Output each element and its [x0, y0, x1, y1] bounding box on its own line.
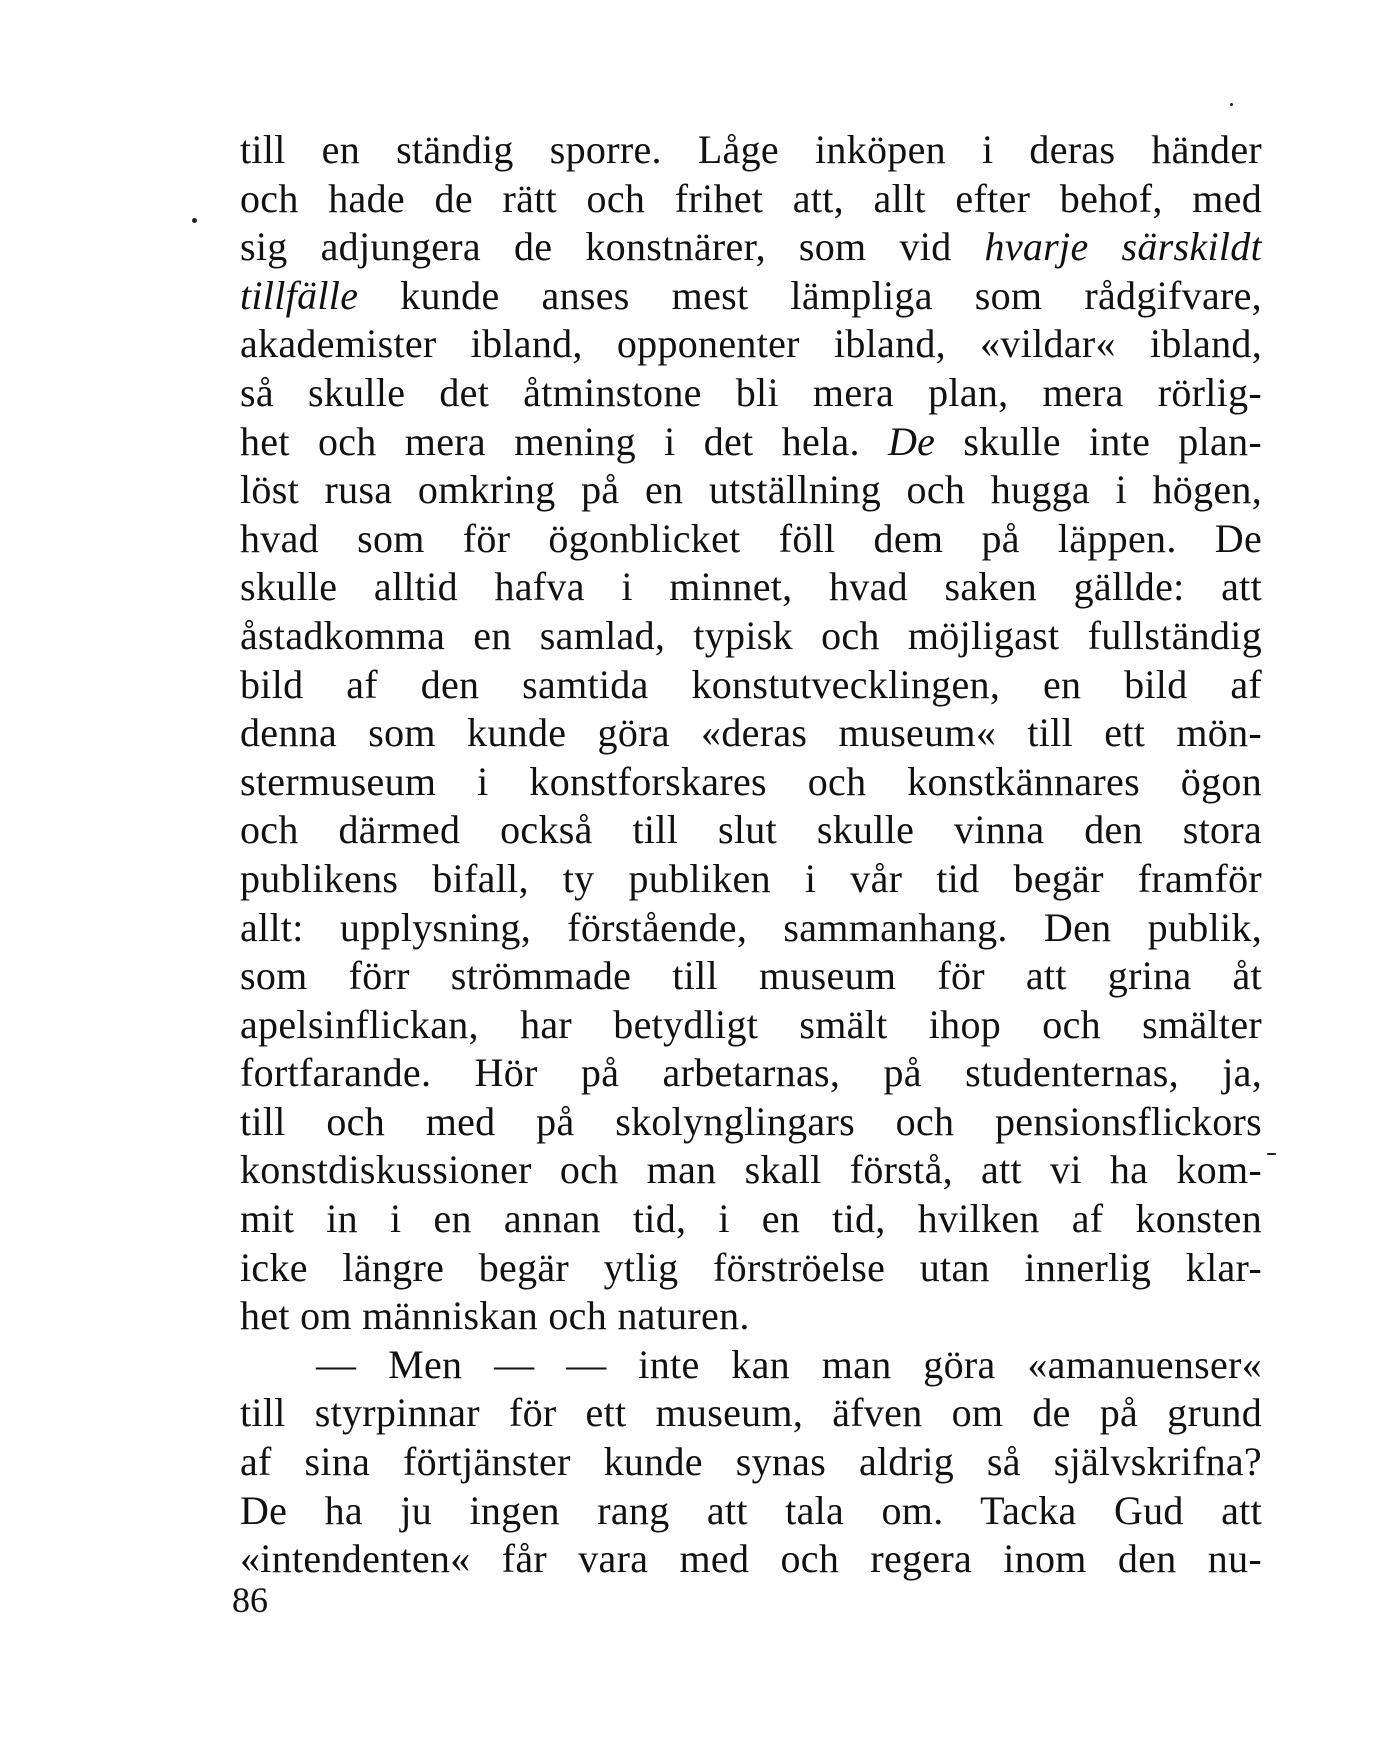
text-line: konstdiskussioner och man skall förstå, att vi ha kom- — [240, 1147, 1262, 1193]
print-speck — [1267, 1153, 1276, 1155]
text-span: kunde anses mest lämpliga som rådgifvare, — [358, 272, 1262, 318]
text-line: hvad som för ögonblicket föll dem på läppen. De — [240, 515, 1262, 561]
text-line: åstadkomma en samlad, typisk och möjligast fullständig — [240, 612, 1262, 658]
text-line: löst rusa omkring på en utställning och hugga i högen, — [240, 467, 1262, 513]
text-line: denna som kunde göra «deras museum« till ett mön- — [240, 710, 1262, 756]
italic-emphasis: De — [887, 418, 936, 464]
text-line: och hade de rätt och frihet att, allt efter behof, med — [240, 175, 1262, 221]
text-line: apelsinflickan, har betydligt smält ihop och smälter — [240, 1001, 1262, 1047]
text-line: De ha ju ingen rang att tala om. Tacka Gud att — [240, 1487, 1262, 1533]
print-speck — [1230, 103, 1233, 106]
page-number: 86 — [232, 1580, 268, 1620]
text-line: stermuseum i konstforskares och konstkännares ögon — [240, 758, 1262, 804]
text-line: mit in i en annan tid, i en tid, hvilken af konsten — [240, 1196, 1262, 1242]
text-line: icke längre begär ytlig förströelse utan innerlig klar- — [240, 1244, 1262, 1290]
body-text — [240, 126, 1262, 1584]
text-line: publikens bifall, ty publiken i vår tid begär framför — [240, 855, 1262, 901]
text-line: till och med på skolynglingars och pensionsflickors — [240, 1098, 1262, 1144]
text-line: så skulle det åtminstone bli mera plan, mera rörlig- — [240, 369, 1262, 415]
text-line: bild af den samtida konstutvecklingen, en bild af — [240, 661, 1262, 707]
text-line: af sina förtjänster kunde synas aldrig så självskrifna? — [240, 1439, 1262, 1485]
text-line: till en ständig sporre. Låge inköpen i deras händer — [240, 127, 1262, 172]
text-span: het och mera mening i det hela. — [240, 418, 888, 464]
text-span: skulle inte plan- — [935, 418, 1262, 464]
text-line: till styrpinnar för ett museum, äfven om de på grund — [240, 1390, 1262, 1436]
print-speck — [192, 218, 197, 223]
text-line: skulle alltid hafva i minnet, hvad saken gällde: att — [240, 564, 1262, 610]
text-line: fortfarande. Hör på arbetarnas, på studenternas, ja, — [240, 1050, 1262, 1096]
text-line — [240, 272, 1262, 321]
text-line: akademister ibland, opponenter ibland, «vildar« ibland, — [240, 321, 1262, 367]
text-line: och därmed också till slut skulle vinna den stora — [240, 807, 1262, 853]
paragraph-end-line: het om människan och naturen. — [240, 1293, 750, 1339]
text-line: «intendenten« får vara med och regera inom den nu- — [240, 1536, 1262, 1582]
text-line: som förr strömmade till museum för att grina åt — [240, 953, 1262, 999]
text-line — [240, 418, 1262, 467]
text-line: allt: upplysning, förstående, sammanhang. Den publik, — [240, 904, 1262, 950]
text-span: sig adjungera de konstnärer, som vid — [240, 224, 985, 270]
italic-emphasis: hvarje särskildt — [984, 224, 1262, 270]
text-line — [240, 223, 1262, 272]
italic-emphasis: tillfälle — [240, 272, 359, 318]
paragraph-start-line: — Men — — inte kan man göra «amanuenser« — [316, 1341, 1262, 1387]
